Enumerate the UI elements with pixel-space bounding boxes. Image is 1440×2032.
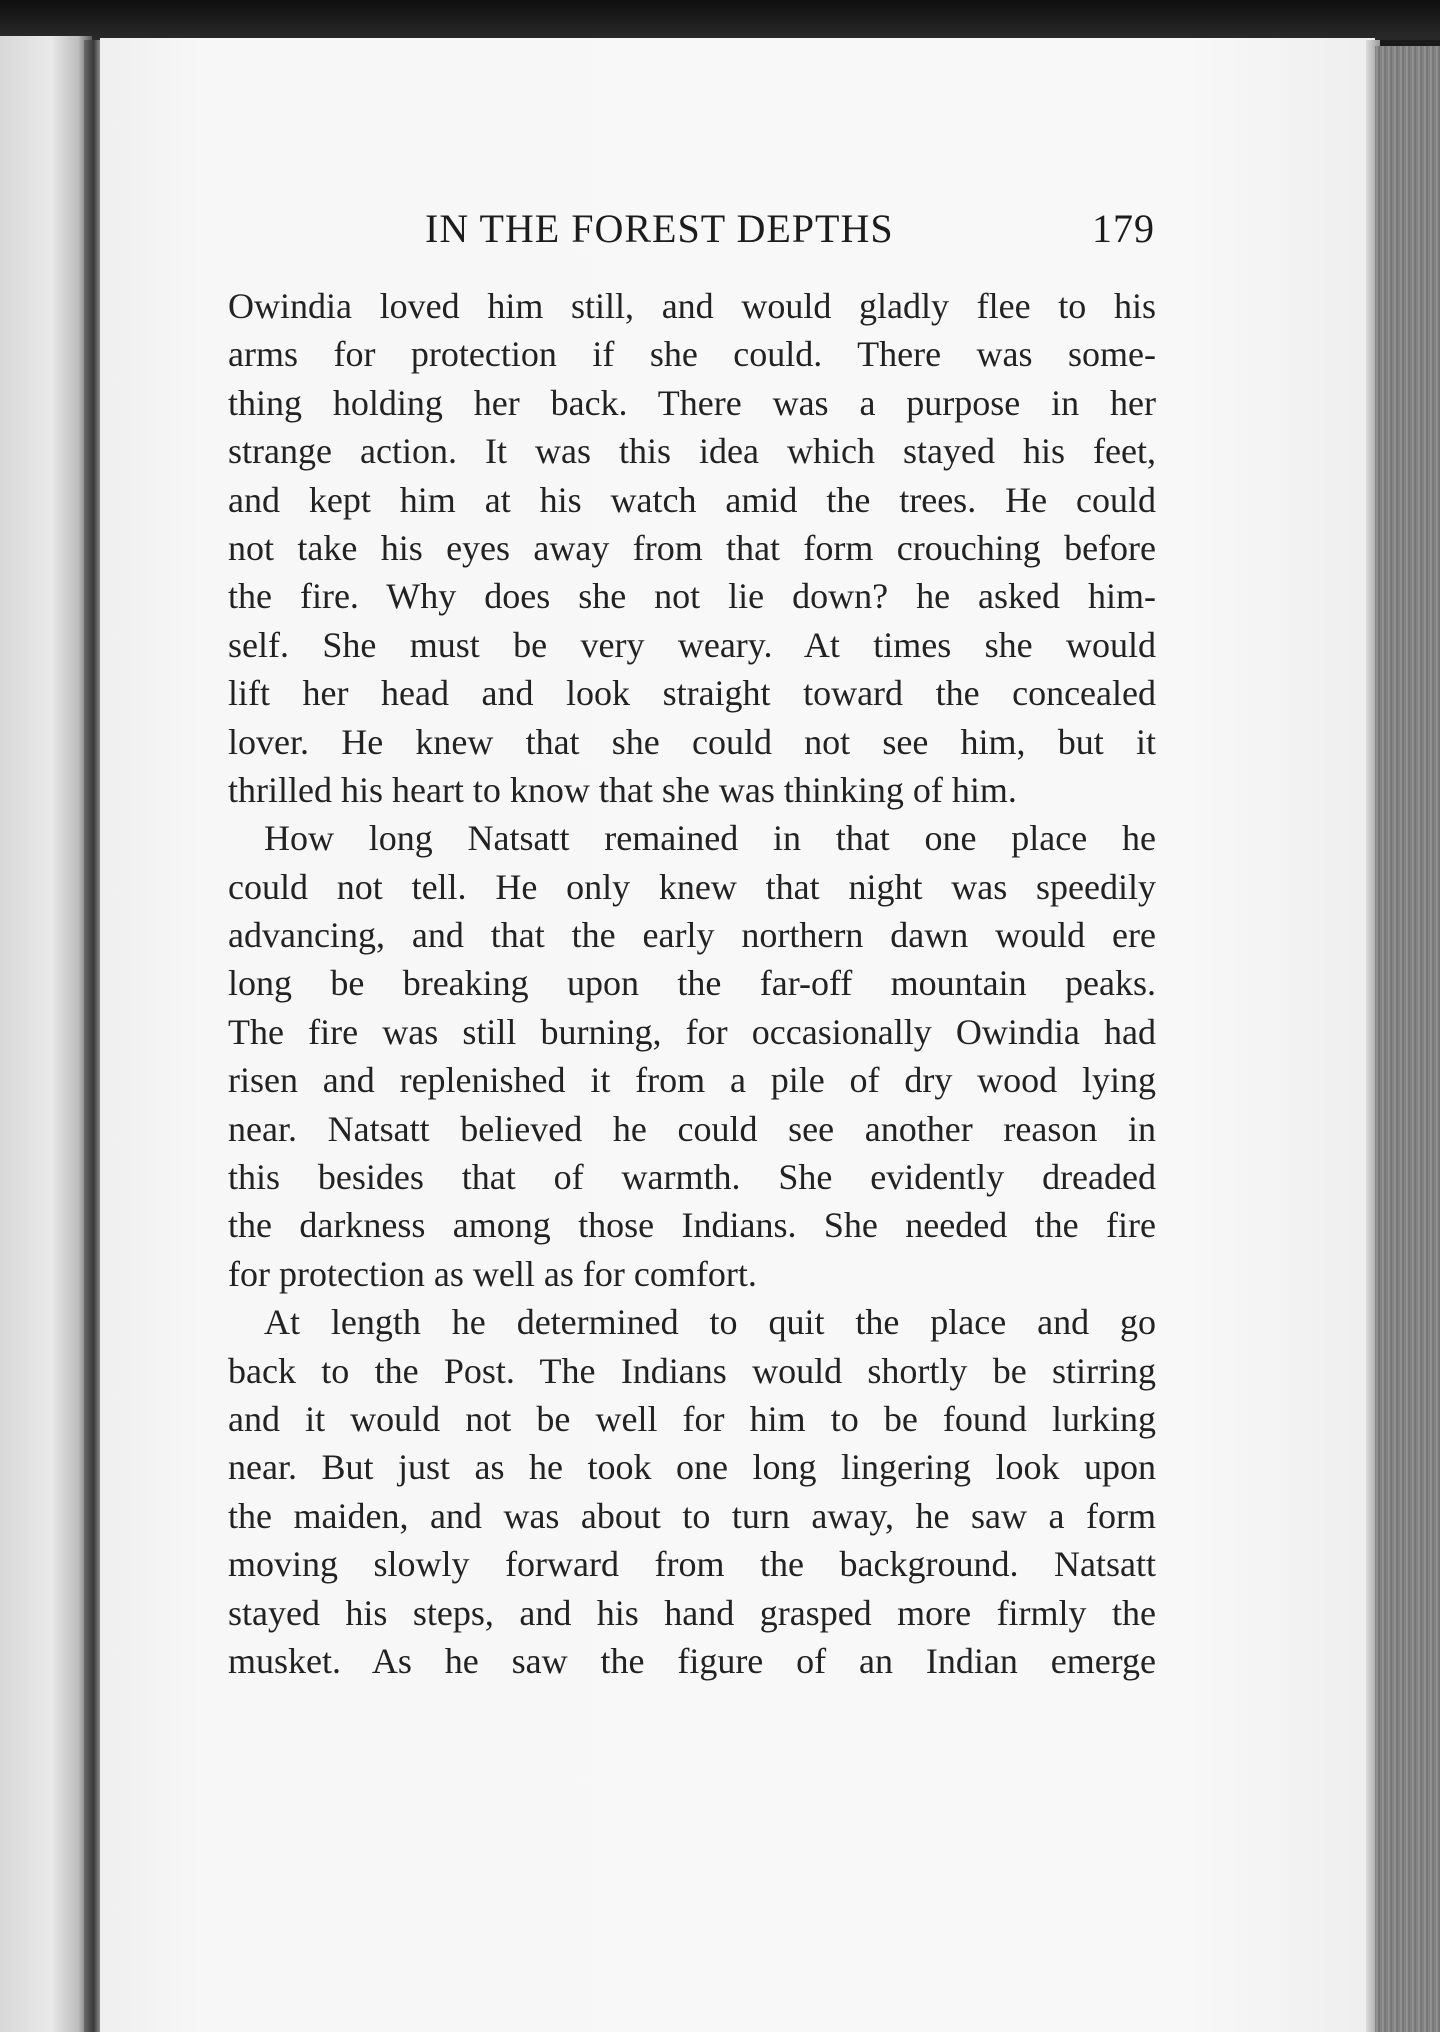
text-line: The fire was still burning, for occasionally Owindia had	[228, 1011, 1156, 1052]
text-line: could not tell. He only knew that night was speedily	[228, 866, 1156, 907]
running-header	[425, 205, 1155, 255]
scan-background-top	[0, 0, 1440, 40]
text-line: the fire. Why does she not lie down? he asked him-	[228, 576, 1156, 617]
page-number: 179	[1092, 206, 1155, 251]
running-title: IN THE FOREST DEPTHS	[425, 206, 894, 251]
text-line: for protection as well as for comfort.	[228, 1253, 757, 1294]
text-line: strange action. It was this idea which stayed his feet,	[228, 431, 1156, 472]
text-line: advancing, and that the early northern dawn would ere	[228, 915, 1156, 956]
text-line: the maiden, and was about to turn away, he saw a form	[228, 1495, 1156, 1536]
text-line: self. She must be very weary. At times she would	[228, 624, 1156, 665]
text-line: this besides that of warmth. She evidently dreaded	[228, 1157, 1156, 1198]
text-line: long be breaking upon the far-off mountain peaks.	[228, 963, 1156, 1004]
text-line: back to the Post. The Indians would shortly be stirring	[228, 1350, 1156, 1391]
text-line: risen and replenished it from a pile of dry wood lying	[228, 1060, 1156, 1101]
facing-page-edge	[0, 36, 92, 2032]
text-line: near. Natsatt believed he could see another reason in	[228, 1108, 1156, 1149]
text-line: not take his eyes away from that form crouching before	[228, 527, 1156, 568]
text-line: near. But just as he took one long lingering look upon	[228, 1447, 1156, 1488]
text-line: thrilled his heart to know that she was thinking of him.	[228, 769, 1017, 810]
text-line: At length he determined to quit the place and go	[264, 1302, 1156, 1343]
paragraph-1	[228, 282, 1156, 814]
paragraph-3	[228, 1298, 1156, 1685]
text-line: How long Natsatt remained in that one place he	[264, 818, 1156, 859]
text-line: arms for protection if she could. There was some-	[228, 334, 1156, 375]
text-line: and kept him at his watch amid the trees. He could	[228, 479, 1156, 520]
text-line: moving slowly forward from the background. Natsatt	[228, 1544, 1156, 1585]
book-gutter	[84, 40, 100, 2032]
text-line: thing holding her back. There was a purpose in her	[228, 382, 1156, 423]
text-line: Owindia loved him still, and would gladly flee to his	[228, 286, 1156, 326]
page-body	[228, 282, 1156, 1685]
page-stack-edge	[1375, 46, 1440, 2032]
text-line: musket. As he saw the figure of an Indian emerge	[228, 1640, 1156, 1681]
text-line: lover. He knew that she could not see him, but it	[228, 721, 1156, 762]
text-line: the darkness among those Indians. She needed the fire	[228, 1205, 1156, 1246]
paragraph-2	[228, 814, 1156, 1298]
text-line: lift her head and look straight toward the concealed	[228, 673, 1156, 714]
text-line: stayed his steps, and his hand grasped more firmly the	[228, 1592, 1156, 1633]
text-line: and it would not be well for him to be found lurking	[228, 1398, 1156, 1439]
